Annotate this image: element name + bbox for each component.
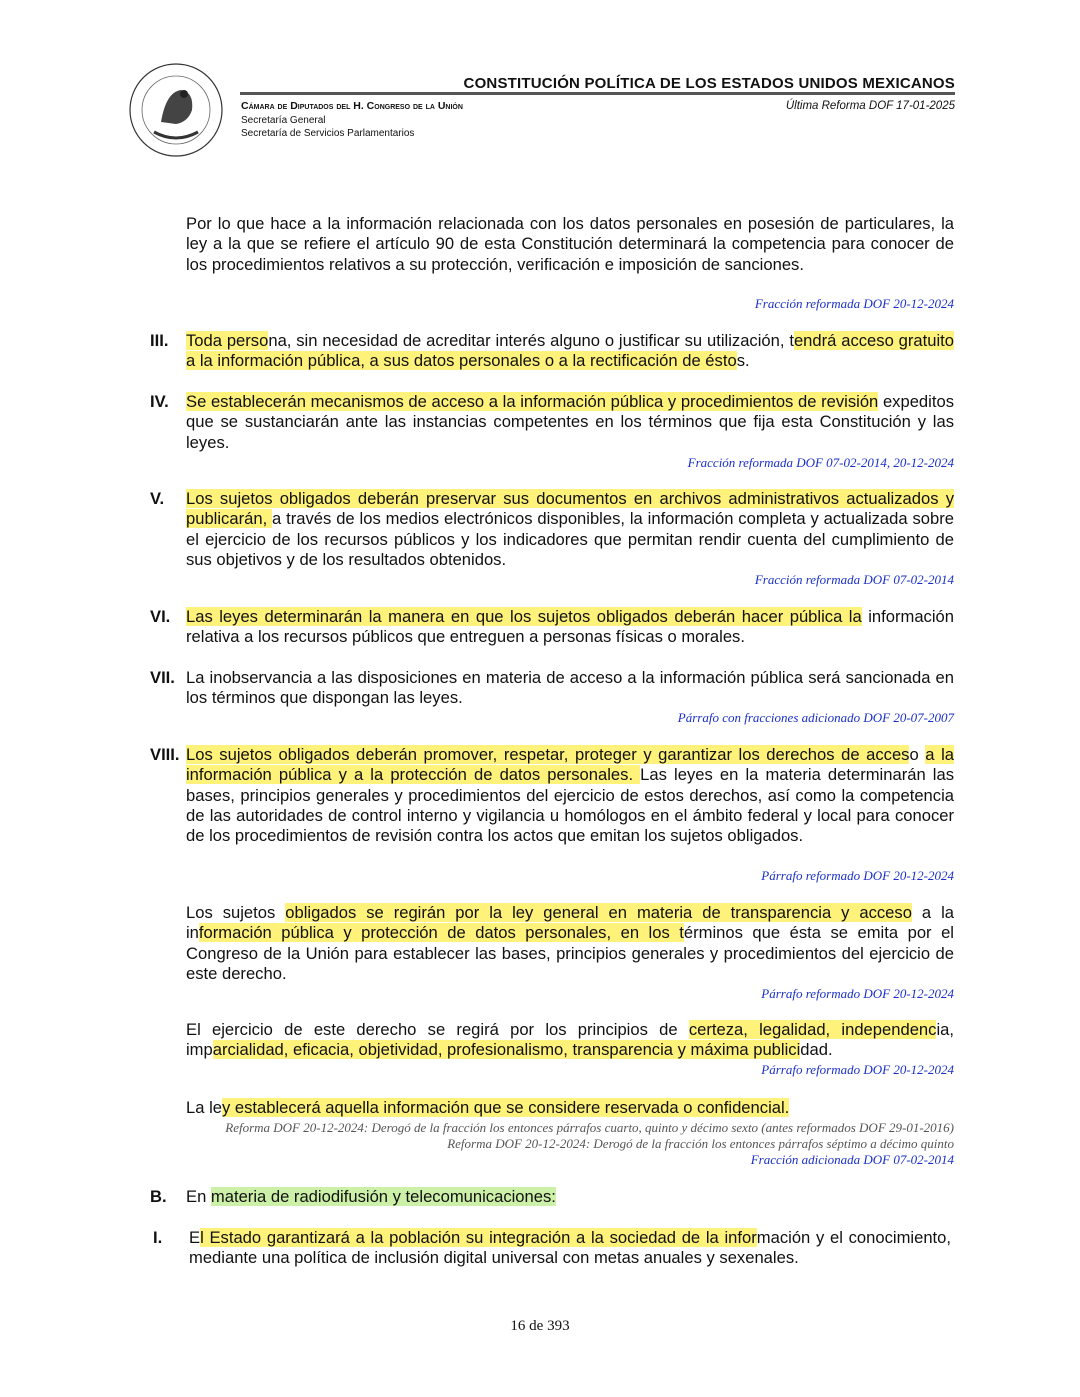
text-segment: Por lo que hace a la información relacionada con los datos personales en posesión de particulares, la ley a la que se refiere el artículo 90 de esta Constitución determinará la competencia para conocer de los procedimientos relativos a su protección, verificación e imposición de sanciones. [186, 214, 954, 274]
reform-note: Fracción reformada DOF 20-12-2024 [754, 296, 954, 311]
text-segment: E [189, 1228, 201, 1247]
text-segment: La inobservancia a las disposiciones en materia de acceso a la información pública será sancionada en los términos que dispongan las leyes. [186, 668, 954, 708]
reform-note: Fracción reformada DOF 07-02-2014 [754, 572, 954, 587]
highlighted-text: Se establecerán mecanismos de acceso a la información pública y procedimientos de revisión [186, 392, 879, 411]
text-segment: ia, imp [186, 1020, 954, 1060]
last-reform-date: Última Reforma DOF 17-01-2025 [785, 100, 955, 112]
paragraph-iii [150, 331, 954, 372]
text-segment: na, sin necesidad de acreditar interés alguno o justificar su utilización, t [268, 331, 794, 350]
highlighted-text: arcialidad, eficacia, objetividad, profesionalismo, transparencia y máxima publici [212, 1040, 801, 1060]
highlighted-text: y establecerá aquella información que se considere reservada o confidencial. [221, 1098, 790, 1117]
highlighted-text: Toda perso [186, 331, 269, 350]
paragraph-text [186, 903, 954, 984]
header-organization [241, 100, 463, 141]
text-segment: o [909, 745, 926, 764]
highlighted-text: l Estado garantizará a la población su integración a la sociedad de la infor [200, 1228, 757, 1247]
text-segment: información relativa a los recursos públicos que entreguen a personas físicas o morales. [186, 607, 954, 647]
reform-note: Reforma DOF 20-12-2024: Derogó de la fracción los entonces párrafos séptimo a décimo quinto [447, 1136, 954, 1151]
fraction-label: III. [150, 331, 169, 350]
highlighted-text: Los sujetos obligados deberán preservar sus documentos en archivos administrativos actualizados y publicarán, [186, 489, 954, 529]
paragraph-viii [150, 745, 954, 846]
fraction-label: IV. [150, 392, 169, 411]
text-segment: La le [186, 1098, 222, 1117]
paragraph-iv [150, 392, 954, 453]
paragraph-b [150, 1187, 954, 1207]
paragraph-vii [150, 668, 954, 709]
text-segment: Las leyes en la materia determinarán las bases, principios generales y procedimientos del ejercicio de estos derechos, así como la competencia de las autoridades de control interno y vigilancia u homólogos en el ámbito federal y local para conocer de los procedimientos de revisión contra los actos que emitan los sujetos obligados. [186, 765, 954, 846]
org-name: Cámara de Diputados del H. Congreso de la Unión [241, 100, 463, 112]
text-segment: a la in [186, 903, 954, 943]
paragraph-v [150, 489, 954, 570]
text-segment: El ejercicio de este derecho se regirá por los principios de [186, 1020, 689, 1039]
reform-note: Párrafo reformado DOF 20-12-2024 [761, 1062, 954, 1077]
text-segment: dad. [800, 1040, 833, 1060]
highlighted-text: a la información pública y a la protección de datos personales. [186, 745, 954, 785]
text-segment: En [186, 1187, 211, 1206]
fraction-label: VII. [150, 668, 175, 687]
coat-of-arms-seal-icon [126, 62, 226, 158]
highlighted-text: formación pública y protección de datos personales, en los t [198, 923, 684, 943]
text-segment: a través de los medios electrónicos disponibles, la información completa y actualizada sobre el ejercicio de los recursos públicos y los indicadores que permitan rendir cuenta del cumplimiento de sus objetivos y de los resultados obtenidos. [186, 509, 954, 569]
reform-note: Fracción adicionada DOF 07-02-2014 [750, 1152, 954, 1167]
highlighted-text: certeza, legalidad, independenc [688, 1020, 937, 1039]
fraction-label: VI. [150, 607, 171, 626]
text-segment: s. [736, 351, 750, 371]
highlighted-text: materia de radiodifusión y telecomunicaciones: [210, 1187, 556, 1206]
reform-note: Fracción reformada DOF 07-02-2014, 20-12-2024 [687, 455, 954, 470]
fraction-label: B. [150, 1187, 167, 1206]
page-number: 16 de 393 [510, 1318, 570, 1334]
text-segment: expeditos que se sustanciarán ante las instancias competentes en los términos que fija esta Constitución y las leyes. [186, 392, 954, 452]
highlighted-text: Las leyes determinarán la manera en que los sujetos obligados deberán hacer pública la [186, 607, 862, 626]
org-sub1: Secretaría General [241, 114, 326, 126]
reform-note: Párrafo con fracciones adicionado DOF 20-07-2007 [677, 710, 954, 725]
highlighted-text: Los sujetos obligados deberán promover, respetar, proteger y garantizar los derechos de acces [186, 745, 910, 764]
reform-note: Párrafo reformado DOF 20-12-2024 [761, 868, 954, 883]
org-sub2: Secretaría de Servicios Parlamentarios [241, 128, 415, 139]
fraction-label: VIII. [150, 745, 180, 764]
fraction-label: V. [150, 489, 165, 508]
paragraph-i [153, 1228, 951, 1269]
paragraph-vi [150, 607, 954, 648]
document-title: CONSTITUCIÓN POLÍTICA DE LOS ESTADOS UNIDOS MEXICANOS [463, 75, 955, 92]
highlighted-text: obligados se regirán por la ley general en materia de transparencia y acceso [285, 903, 912, 922]
text-segment: Los sujetos [186, 903, 286, 922]
header-rule [240, 92, 955, 95]
paragraph-text [186, 1098, 954, 1118]
reform-note: Párrafo reformado DOF 20-12-2024 [761, 986, 954, 1001]
paragraph-text [186, 214, 954, 275]
highlighted-text: endrá acceso gratuito a la información pública, a sus datos personales o a la rectificación de ésto [186, 331, 954, 371]
text-segment: érminos que ésta se emita por el Congreso de la Unión para establecer las bases, principios generales y procedimientos del ejercicio de este derecho. [186, 923, 954, 983]
text-segment: mación y el conocimiento, mediante una política de inclusión digital universal con metas anuales y sexenales. [189, 1228, 951, 1268]
fraction-label: I. [153, 1228, 163, 1247]
reform-note: Reforma DOF 20-12-2024: Derogó de la fracción los entonces párrafos cuarto, quinto y décimo sexto (antes reformados DOF 29-01-2016) [225, 1120, 954, 1135]
paragraph-text [186, 1020, 954, 1061]
